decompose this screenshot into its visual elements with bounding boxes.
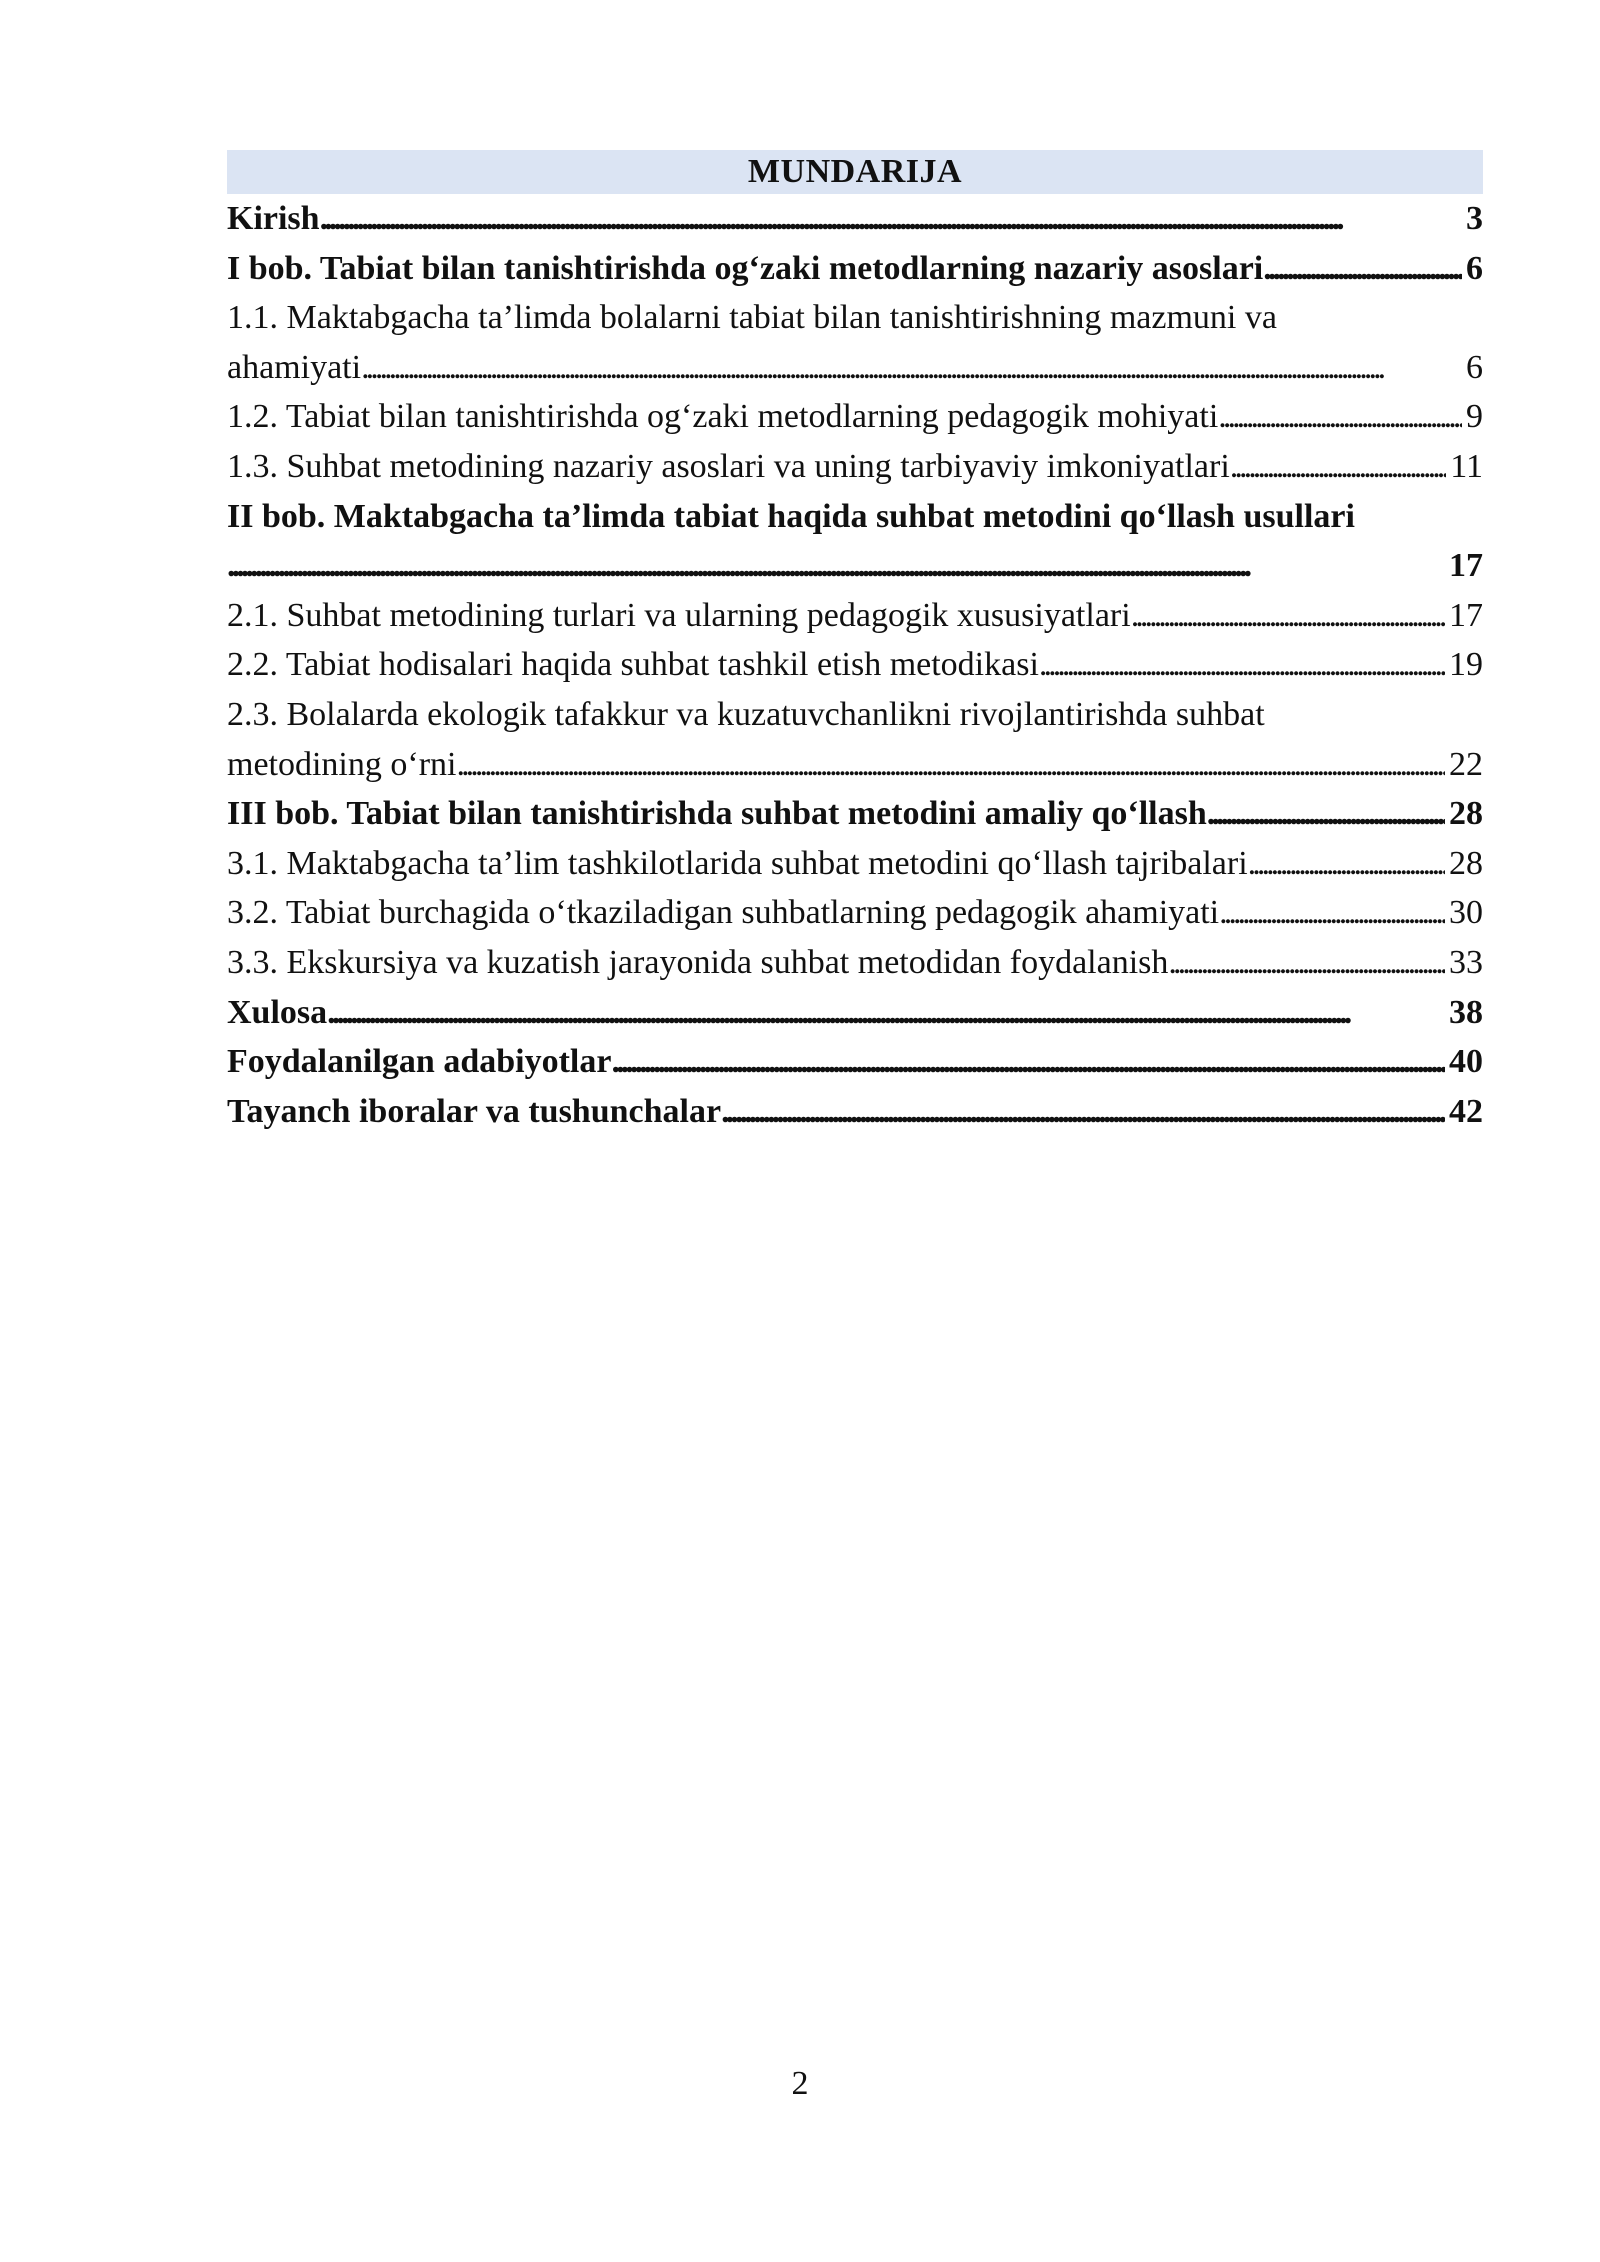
dot-leader	[1248, 839, 1445, 889]
toc-entry-text: I bob. Tabiat bilan tanishtirishda og‘zaki metodlarning nazariy asoslari	[227, 249, 1264, 287]
toc-entry-page: 6	[1466, 249, 1483, 287]
toc-entry[interactable]	[227, 789, 1483, 839]
dot-leader	[1039, 640, 1445, 690]
toc-entry-text: 2.2. Tabiat hodisalari haqida suhbat tashkil etish metodikasi	[227, 646, 1039, 684]
toc-entry-page: 6	[1466, 348, 1483, 386]
toc-entry[interactable]	[227, 591, 1483, 641]
dot-leader	[611, 1037, 1445, 1087]
toc-entry-text: 1.3. Suhbat metodining nazariy asoslari va uning tarbiyaviy imkoniyatlari	[227, 447, 1230, 485]
toc-entry-page: 3	[1466, 200, 1483, 237]
dot-leader	[1218, 392, 1462, 442]
toc-entry-page: 17	[1449, 596, 1483, 634]
dot-leader	[320, 194, 1462, 244]
toc-entry-page: 9	[1466, 398, 1483, 436]
toc-entry-page: 22	[1449, 745, 1483, 783]
toc-entry-text: Foydalanilgan adabiyotlar	[227, 1043, 612, 1081]
toc-entry-text: III bob. Tabiat bilan tanishtirishda suhbat metodini amaliy qo‘llash	[227, 795, 1207, 833]
dot-leader	[361, 343, 1462, 393]
toc-entry[interactable]	[227, 690, 1483, 789]
toc-entry[interactable]	[227, 888, 1483, 938]
toc-entry[interactable]	[227, 293, 1483, 392]
toc-entry-text: Tayanch iboralar va tushunchalar	[227, 1092, 722, 1130]
toc-entry-text-line1: 2.3. Bolalarda ekologik tafakkur va kuzatuvchanlikni rivojlantirishda suhbat	[227, 695, 1265, 733]
toc-entry-page: 33	[1449, 943, 1483, 981]
toc-entry-page: 30	[1449, 894, 1483, 932]
toc-entry-text: 3.3. Ekskursiya va kuzatish jarayonida suhbat metodidan foydalanish	[227, 943, 1169, 981]
dot-leader	[327, 988, 1445, 1038]
toc-entry-text: 2.1. Suhbat metodining turlari va ularning pedagogik xususiyatlari	[227, 596, 1131, 634]
dot-leader	[227, 541, 1445, 591]
dot-leader	[456, 740, 1445, 790]
toc-entry[interactable]	[227, 640, 1483, 690]
toc-entry-page: 40	[1449, 1043, 1483, 1081]
toc-entry-text-line1: 1.1. Maktabgacha ta’limda bolalarni tabiat bilan tanishtirishning mazmuni va	[227, 299, 1277, 337]
dot-leader	[1219, 888, 1445, 938]
toc-entry-page: 11	[1450, 447, 1483, 485]
toc-entry-text-line1: II bob. Maktabgacha ta’limda tabiat haqida suhbat metodini qo‘llash usullari	[227, 497, 1355, 535]
toc-entry[interactable]	[227, 244, 1483, 294]
dot-leader	[1230, 442, 1446, 492]
dot-leader	[1263, 244, 1462, 294]
toc-entry-page: 42	[1449, 1092, 1483, 1130]
toc-entry-text: ahamiyati	[227, 348, 362, 386]
toc-entry[interactable]	[227, 492, 1483, 591]
toc-entry[interactable]	[227, 839, 1483, 889]
dot-leader	[1131, 591, 1445, 641]
dot-leader	[1168, 938, 1445, 988]
page-number: 2	[791, 2065, 809, 2102]
toc-entry-text: Kirish	[227, 200, 320, 237]
toc-entry[interactable]	[227, 988, 1483, 1038]
toc-entry-page: 17	[1449, 547, 1483, 585]
table-of-contents	[227, 150, 1483, 1136]
toc-entry-text: metodining o‘rni	[227, 745, 457, 783]
toc-entry-page: 38	[1449, 993, 1483, 1031]
toc-entry[interactable]	[227, 1037, 1483, 1087]
dot-leader	[721, 1087, 1445, 1137]
toc-entry[interactable]	[227, 442, 1483, 492]
toc-title: MUNDARIJA	[227, 150, 1483, 194]
toc-entry-text: 3.2. Tabiat burchagida o‘tkaziladigan suhbatlarning pedagogik ahamiyati	[227, 894, 1220, 932]
toc-entry[interactable]	[227, 392, 1483, 442]
toc-entry-page: 19	[1449, 646, 1483, 684]
toc-entry-text: 3.1. Maktabgacha ta’lim tashkilotlarida suhbat metodini qo‘llash tajribalari	[227, 844, 1248, 882]
toc-entry[interactable]	[227, 1087, 1483, 1137]
toc-entry-text: 1.2. Tabiat bilan tanishtirishda og‘zaki metodlarning pedagogik mohiyati	[227, 398, 1219, 436]
toc-entry-text: Xulosa	[227, 993, 328, 1031]
toc-entry[interactable]	[227, 194, 1483, 244]
toc-entry[interactable]	[227, 938, 1483, 988]
toc-entry-page: 28	[1449, 844, 1483, 882]
toc-entry-page: 28	[1449, 795, 1483, 833]
dot-leader	[1207, 789, 1445, 839]
